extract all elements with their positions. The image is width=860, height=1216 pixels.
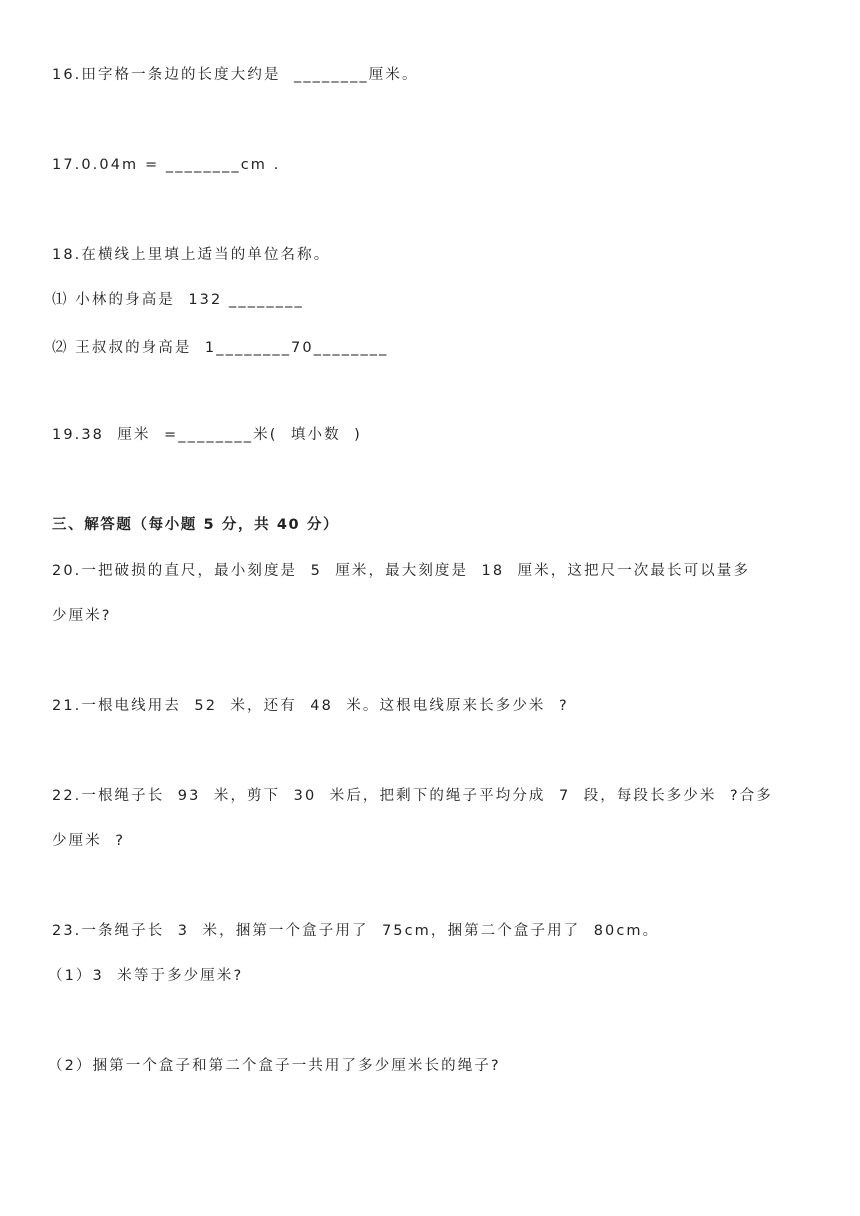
question-20-line-2: 少厘米?	[52, 608, 112, 624]
question-22-line-2: 少厘米 ?	[52, 833, 126, 849]
question-18-part-1: ⑴ 小林的身高是 132 ________	[52, 292, 304, 308]
question-18-part-2: ⑵ 王叔叔的身高是 1________70________	[52, 340, 389, 356]
question-18: 18.在横线上里填上适当的单位名称。	[52, 247, 331, 263]
question-19: 19.38 厘米 =________米( 填小数 )	[52, 427, 362, 443]
question-16: 16.田字格一条边的长度大约是 ________厘米。	[52, 67, 419, 83]
question-20-line-1: 20.一把破损的直尺，最小刻度是 5 厘米，最大刻度是 18 厘米，这把尺一次最长可以量多	[52, 563, 751, 579]
question-23-part-1: （1）3 米等于多少厘米?	[48, 968, 244, 984]
section-heading: 三、解答题（每小题 5 分，共 40 分）	[52, 517, 340, 533]
question-23-part-2: （2）捆第一个盒子和第二个盒子一共用了多少厘米长的绳子?	[48, 1058, 501, 1074]
question-23: 23.一条绳子长 3 米，捆第一个盒子用了 75cm，捆第二个盒子用了 80cm。	[52, 923, 660, 939]
question-22-line-1: 22.一根绳子长 93 米，剪下 30 米后，把剩下的绳子平均分成 7 段，每段长多少米 ?合多	[52, 788, 773, 804]
question-21: 21.一根电线用去 52 米，还有 48 米。这根电线原来长多少米 ?	[52, 698, 569, 714]
question-17: 17.0.04m = ________cm .	[52, 157, 281, 173]
